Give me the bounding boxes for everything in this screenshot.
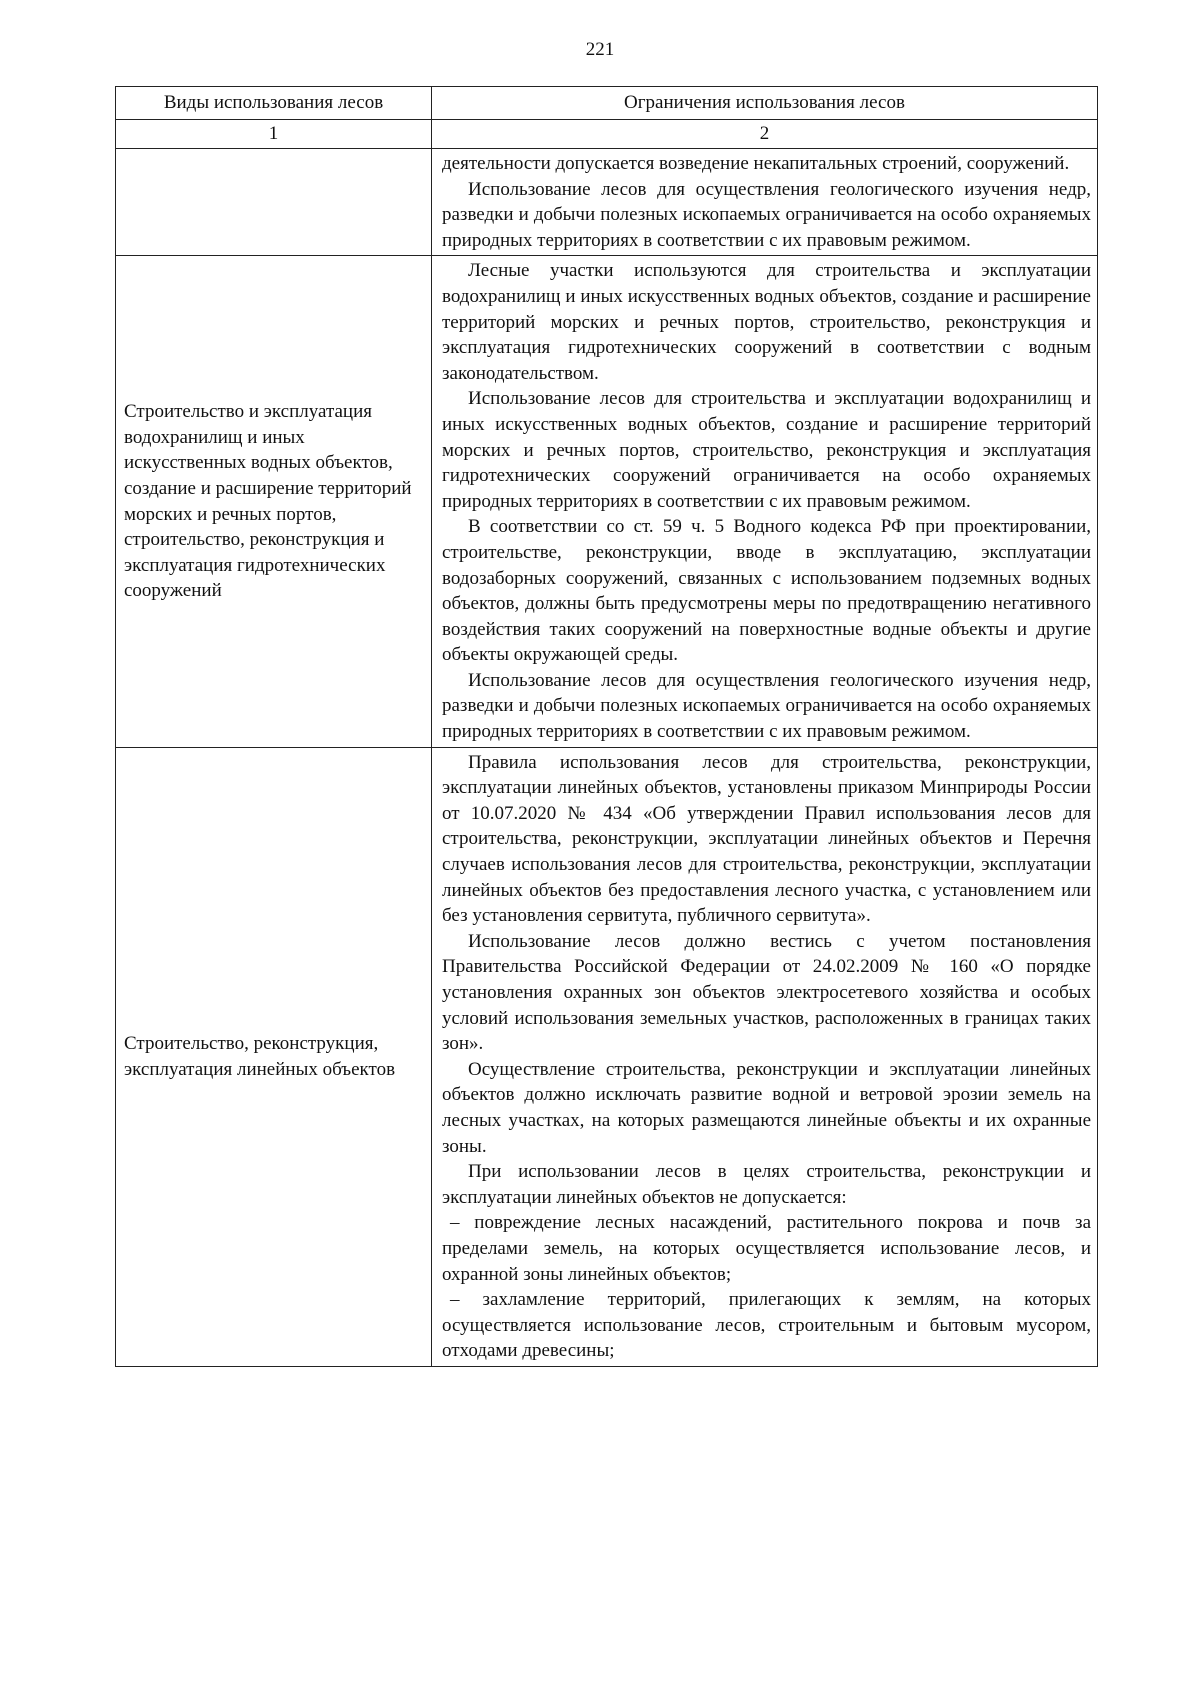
restriction-paragraph: деятельности допускается возведение некапитальных строений, сооружений.: [442, 153, 1070, 174]
table-header-row: [116, 87, 1098, 120]
use-type-cell: [116, 149, 432, 256]
column-number-2: 2: [432, 120, 1098, 149]
use-type-cell: Строительство, реконструкция, эксплуатация линейных объектов: [116, 747, 432, 1366]
table-row: [116, 149, 1098, 256]
table-row: [116, 256, 1098, 747]
restriction-paragraph: Осуществление строительства, реконструкции и эксплуатации линейных объектов должно исключать развитие водной и ветровой эрозии земель на лесных участках, на которых размещаются линейные объекты и их охранные зоны.: [442, 1058, 1091, 1157]
restriction-paragraph: Использование лесов для осуществления геологического изучения недр, разведки и добычи полезных ископаемых ограничивается на особо охраняемых природных территориях в соответствии с их правовым режимом.: [442, 178, 1091, 251]
restriction-paragraph: В соответствии со ст. 59 ч. 5 Водного кодекса РФ при проектировании, строительстве, реконструкции, вводе в эксплуатацию, эксплуатации водозаборных сооружений, связанных с использованием подземных водных объектов, должны быть предусмотрены меры по предотвращению негативного воздействия таких сооружений на поверхностные водные объекты и другие объекты окружающей среды.: [442, 516, 1091, 666]
restrictions-cell: [432, 747, 1098, 1366]
restriction-paragraph: Использование лесов для строительства и эксплуатации водохранилищ и иных искусственных водных объектов, создание и расширение территорий морских и речных портов, строительство, реконструкция и эксплуатация гидротехнических сооружений ограничивается на особо охраняемых природных территориях в соответствии с их правовым режимом.: [442, 388, 1091, 512]
use-type-cell: Строительство и эксплуатация водохранилищ и иных искусственных водных объектов, создание и расширение территорий морских и речных портов, строительство, реконструкция и эксплуатация гидротехнических сооружений: [116, 256, 432, 747]
restriction-list-item: – захламление территорий, прилегающих к землям, на которых осуществляется использование лесов, строительным и бытовым мусором, отходами древесины;: [442, 1289, 1091, 1362]
restriction-paragraph: При использовании лесов в целях строительства, реконструкции и эксплуатации линейных объектов не допускается:: [442, 1161, 1091, 1208]
page-number: 221: [585, 39, 615, 60]
column-number-1: 1: [116, 120, 432, 149]
forest-use-table: [115, 86, 1098, 1367]
restrictions-cell: [432, 149, 1098, 256]
restriction-paragraph: Использование лесов для осуществления геологического изучения недр, разведки и добычи полезных ископаемых ограничивается на особо охраняемых природных территориях в соответствии с их правовым режимом.: [442, 669, 1091, 743]
restriction-paragraph: Использование лесов должно вестись с учетом постановления Правительства Российской Федерации от 24.02.2009 № 160 «О порядке установления охранных зон объектов электросетевого хозяйства и особых условий использования земельных участков, расположенных в границах таких зон».: [442, 930, 1091, 1055]
restriction-paragraph: Лесные участки используются для строительства и эксплуатации водохранилищ и иных искусственных водных объектов, создание и расширение территорий морских и речных портов, строительство, реконструкция и эксплуатация гидротехнических сооружений в соответствии с водным законодательством.: [442, 260, 1091, 384]
header-use-restrictions: Ограничения использования лесов: [432, 87, 1098, 120]
header-use-types: Виды использования лесов: [116, 87, 432, 120]
restriction-paragraph: Правила использования лесов для строительства, реконструкции, эксплуатации линейных объектов, установлены приказом Минприроды России от 10.07.2020 № 434 «Об утверждении Правил использования лесов для строительства, реконструкции, эксплуатации линейных объектов и Перечня случаев использования лесов для строительства, реконструкции, эксплуатации линейных объектов без предоставления лесного участка, с установлением или без установления сервитута, публичного сервитута».: [442, 751, 1091, 927]
restriction-list-item: – повреждение лесных насаждений, растительного покрова и почв за пределами земель, на которых осуществляется использование лесов, и охранной зоны линейных объектов;: [442, 1212, 1091, 1285]
restrictions-cell: [432, 256, 1098, 747]
table-row: [116, 747, 1098, 1366]
column-number-row: [116, 120, 1098, 149]
